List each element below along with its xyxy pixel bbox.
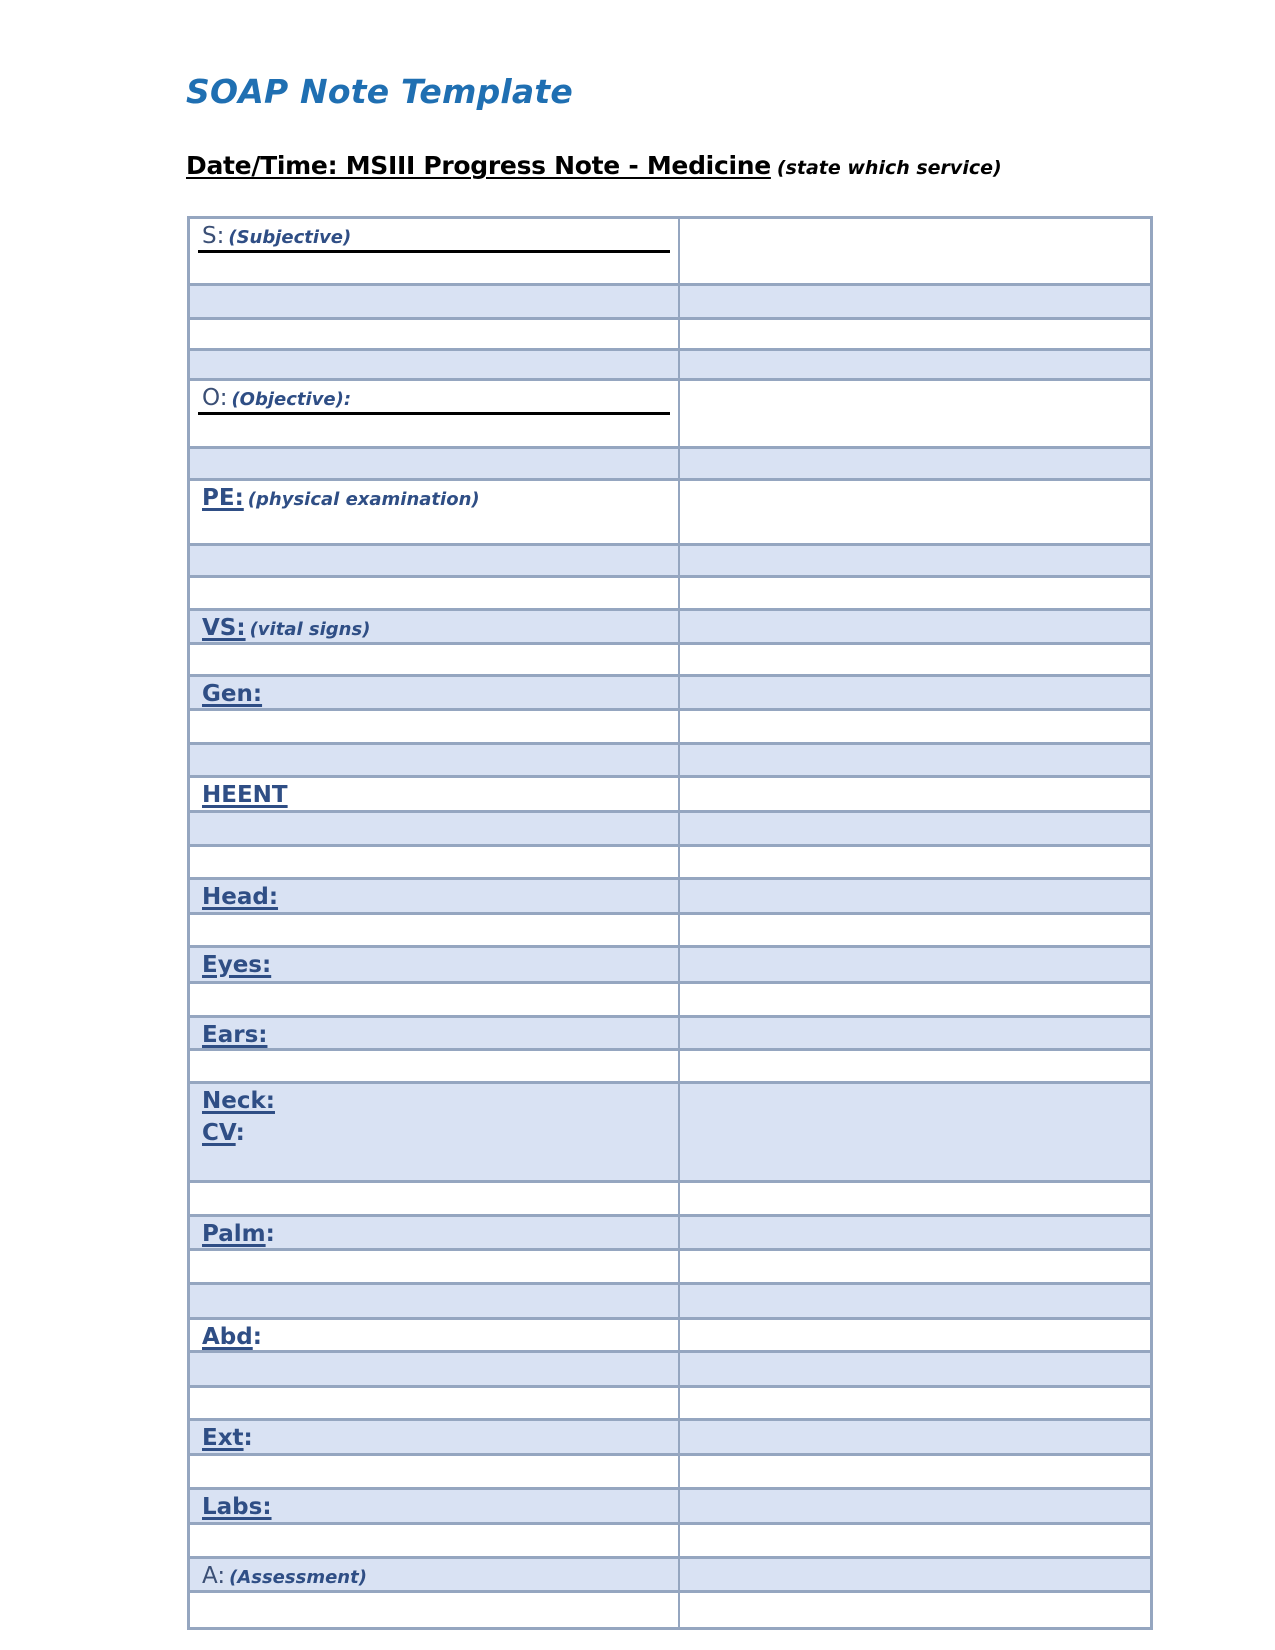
label-cell[interactable] bbox=[187, 1559, 680, 1590]
table-row bbox=[187, 543, 1153, 575]
entry-cell[interactable] bbox=[680, 1388, 1153, 1418]
table-row bbox=[187, 981, 1153, 1015]
label-cell[interactable] bbox=[187, 1084, 680, 1180]
label-cell[interactable] bbox=[187, 1353, 680, 1385]
section-description: (Assessment) bbox=[229, 1567, 367, 1588]
label-cell[interactable] bbox=[187, 847, 680, 877]
section-key: HEENT bbox=[202, 782, 288, 808]
table-row bbox=[187, 1350, 1153, 1385]
label-cell[interactable] bbox=[187, 1525, 680, 1556]
table-row-o bbox=[187, 378, 1153, 446]
heading-service-note: (state which service) bbox=[776, 157, 1002, 179]
table-row bbox=[187, 283, 1153, 317]
table-row bbox=[187, 1590, 1153, 1630]
section-label bbox=[202, 1088, 275, 1114]
entry-cell[interactable] bbox=[680, 449, 1153, 478]
entry-cell[interactable] bbox=[680, 645, 1153, 674]
entry-cell[interactable] bbox=[680, 219, 1153, 283]
table-row bbox=[187, 446, 1153, 478]
entry-cell[interactable] bbox=[680, 578, 1153, 608]
section-label bbox=[202, 1563, 367, 1589]
label-cell[interactable] bbox=[187, 1051, 680, 1081]
section-description: (physical examination) bbox=[247, 489, 480, 510]
section-key: A bbox=[202, 1563, 218, 1589]
section-label bbox=[202, 1324, 262, 1350]
label-cell[interactable] bbox=[187, 813, 680, 844]
label-cell[interactable] bbox=[187, 1018, 680, 1048]
label-cell[interactable] bbox=[187, 1217, 680, 1248]
section-label bbox=[202, 1022, 267, 1048]
section-key: O bbox=[202, 385, 220, 411]
label-cell[interactable] bbox=[187, 1183, 680, 1214]
entry-cell[interactable] bbox=[680, 320, 1153, 348]
entry-cell[interactable] bbox=[680, 381, 1153, 446]
label-cell[interactable] bbox=[187, 1593, 680, 1627]
label-cell[interactable] bbox=[187, 381, 680, 446]
section-separator: : bbox=[216, 223, 225, 249]
table-row bbox=[187, 1453, 1153, 1487]
table-row-a bbox=[187, 1556, 1153, 1590]
table-row bbox=[187, 348, 1153, 378]
table-row-ears bbox=[187, 1015, 1153, 1048]
label-cell[interactable] bbox=[187, 611, 680, 642]
entry-cell[interactable] bbox=[680, 1251, 1153, 1282]
section-separator: : bbox=[265, 1221, 275, 1247]
section-key: Head: bbox=[202, 884, 279, 910]
section-key: Ears: bbox=[202, 1022, 268, 1048]
entry-cell[interactable] bbox=[680, 948, 1153, 981]
entry-cell[interactable] bbox=[680, 915, 1153, 945]
table-row-ext bbox=[187, 1418, 1153, 1453]
section-key: CV bbox=[202, 1120, 236, 1146]
entry-cell[interactable] bbox=[680, 1525, 1153, 1556]
section-label bbox=[202, 1425, 253, 1451]
section-separator: : bbox=[243, 1425, 253, 1451]
entry-cell[interactable] bbox=[680, 611, 1153, 642]
section-label bbox=[202, 884, 278, 910]
entry-cell[interactable] bbox=[680, 711, 1153, 742]
section-label bbox=[202, 782, 288, 808]
table-row bbox=[187, 575, 1153, 608]
label-cell[interactable] bbox=[187, 351, 680, 378]
table-row bbox=[187, 1282, 1153, 1317]
table-row bbox=[187, 1385, 1153, 1418]
section-description: (vital signs) bbox=[249, 619, 371, 640]
section-separator: : bbox=[252, 1324, 262, 1350]
section-key: Labs: bbox=[202, 1494, 272, 1520]
table-row bbox=[187, 1248, 1153, 1282]
label-cell[interactable] bbox=[187, 880, 680, 912]
section-key: S bbox=[202, 223, 217, 249]
label-cell[interactable] bbox=[187, 677, 680, 708]
label-cell[interactable] bbox=[187, 948, 680, 981]
entry-cell[interactable] bbox=[680, 778, 1153, 810]
entry-cell[interactable] bbox=[680, 1285, 1153, 1317]
entry-cell[interactable] bbox=[680, 1320, 1153, 1350]
label-cell[interactable] bbox=[187, 745, 680, 775]
label-cell[interactable] bbox=[187, 481, 680, 543]
section-rule bbox=[198, 412, 670, 415]
label-cell[interactable] bbox=[187, 1421, 680, 1453]
entry-cell[interactable] bbox=[680, 1421, 1153, 1453]
entry-cell[interactable] bbox=[680, 880, 1153, 912]
label-cell[interactable] bbox=[187, 1456, 680, 1487]
entry-cell[interactable] bbox=[680, 1456, 1153, 1487]
table-row bbox=[187, 912, 1153, 945]
section-key: Eyes: bbox=[202, 952, 272, 978]
entry-cell[interactable] bbox=[680, 813, 1153, 844]
label-cell[interactable] bbox=[187, 1388, 680, 1418]
section-label bbox=[202, 485, 480, 511]
section-label bbox=[202, 952, 271, 978]
label-cell[interactable] bbox=[187, 449, 680, 478]
section-label bbox=[202, 1494, 272, 1520]
table-row-neck bbox=[187, 1081, 1153, 1180]
table-row bbox=[187, 844, 1153, 877]
table-row bbox=[187, 642, 1153, 674]
label-cell[interactable] bbox=[187, 778, 680, 810]
section-label bbox=[202, 223, 351, 249]
section-key: Palm bbox=[202, 1221, 266, 1247]
table-row-eyes bbox=[187, 945, 1153, 981]
table-row bbox=[187, 1048, 1153, 1081]
section-key: PE: bbox=[202, 485, 244, 511]
section-label bbox=[202, 615, 370, 641]
table-row bbox=[187, 1180, 1153, 1214]
document-title: SOAP Note Template bbox=[186, 72, 573, 111]
table-row-gen bbox=[187, 674, 1153, 708]
entry-cell[interactable] bbox=[680, 1084, 1153, 1180]
note-heading bbox=[186, 151, 1002, 180]
label-cell[interactable] bbox=[187, 546, 680, 575]
entry-cell[interactable] bbox=[680, 546, 1153, 575]
table-row-palm bbox=[187, 1214, 1153, 1248]
section-key: Abd bbox=[202, 1324, 253, 1350]
entry-cell[interactable] bbox=[680, 1353, 1153, 1385]
label-cell[interactable] bbox=[187, 219, 680, 283]
table-row-pe bbox=[187, 478, 1153, 543]
table-row bbox=[187, 708, 1153, 742]
entry-cell[interactable] bbox=[680, 1593, 1153, 1627]
section-label bbox=[202, 1221, 275, 1247]
section-separator: : bbox=[235, 1120, 245, 1146]
table-row-abd bbox=[187, 1317, 1153, 1350]
section-key: Ext bbox=[202, 1425, 244, 1451]
heading-main: Date/Time: MSIII Progress Note - Medicine bbox=[186, 151, 771, 180]
label-cell[interactable] bbox=[187, 286, 680, 317]
table-row-head bbox=[187, 877, 1153, 912]
section-key: Gen: bbox=[202, 681, 263, 707]
entry-cell[interactable] bbox=[680, 286, 1153, 317]
label-cell[interactable] bbox=[187, 578, 680, 608]
entry-cell[interactable] bbox=[680, 984, 1153, 1015]
label-cell[interactable] bbox=[187, 915, 680, 945]
entry-cell[interactable] bbox=[680, 1217, 1153, 1248]
label-cell[interactable] bbox=[187, 984, 680, 1015]
label-cell[interactable] bbox=[187, 1285, 680, 1317]
section-description: (Subjective) bbox=[228, 227, 352, 248]
section-label bbox=[202, 385, 351, 411]
label-cell[interactable] bbox=[187, 320, 680, 348]
label-cell[interactable] bbox=[187, 645, 680, 674]
table-row-s bbox=[187, 216, 1153, 283]
section-description: (Objective): bbox=[231, 389, 352, 410]
entry-cell[interactable] bbox=[680, 1559, 1153, 1590]
section-separator: : bbox=[217, 1563, 226, 1589]
label-cell[interactable] bbox=[187, 1320, 680, 1350]
section-key: VS: bbox=[202, 615, 246, 641]
label-cell[interactable] bbox=[187, 711, 680, 742]
section-key: Neck: bbox=[202, 1088, 275, 1114]
table-row bbox=[187, 317, 1153, 348]
entry-cell[interactable] bbox=[680, 351, 1153, 378]
section-label-cv bbox=[202, 1120, 245, 1146]
table-row-vs bbox=[187, 608, 1153, 642]
entry-cell[interactable] bbox=[680, 677, 1153, 708]
table-row bbox=[187, 810, 1153, 844]
table-row bbox=[187, 1522, 1153, 1556]
section-label bbox=[202, 681, 262, 707]
entry-cell[interactable] bbox=[680, 1018, 1153, 1048]
table-row bbox=[187, 742, 1153, 775]
section-separator: : bbox=[219, 385, 228, 411]
table-row-heent bbox=[187, 775, 1153, 810]
entry-cell[interactable] bbox=[680, 745, 1153, 775]
entry-cell[interactable] bbox=[680, 1051, 1153, 1081]
section-rule bbox=[198, 250, 670, 253]
entry-cell[interactable] bbox=[680, 847, 1153, 877]
label-cell[interactable] bbox=[187, 1251, 680, 1282]
entry-cell[interactable] bbox=[680, 1490, 1153, 1522]
table-row-labs bbox=[187, 1487, 1153, 1522]
entry-cell[interactable] bbox=[680, 1183, 1153, 1214]
entry-cell[interactable] bbox=[680, 481, 1153, 543]
label-cell[interactable] bbox=[187, 1490, 680, 1522]
